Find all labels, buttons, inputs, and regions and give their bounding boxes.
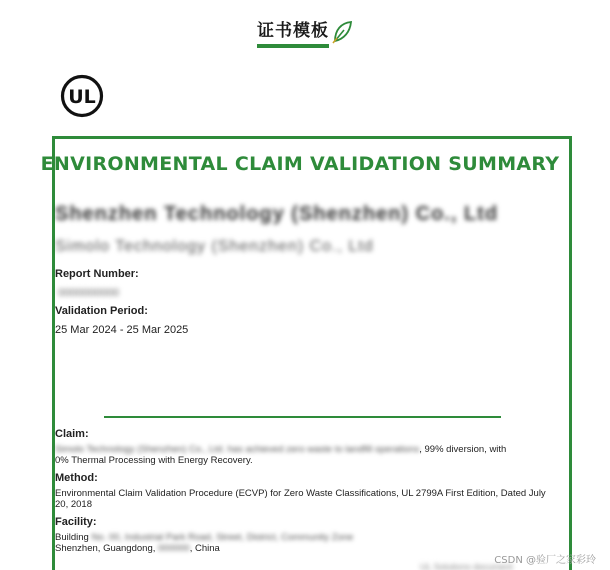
section-divider (104, 416, 501, 418)
report-number-blurred: 0000000000 (58, 287, 120, 299)
facility-line2-start: Shenzhen, Guangdong, (55, 543, 156, 554)
template-heading-text: 证书模板 (257, 16, 329, 48)
facility-label: Facility: (55, 516, 97, 528)
company-name-blurred: Shenzhen Technology (Shenzhen) Co., Ltd (55, 203, 499, 225)
company-name-en-blurred: Simolo Technology (Shenzhen) Co., Ltd (55, 238, 374, 255)
facility-line1-blurred: No. 00, Industrial Park Road, Street, District, Community Zone (91, 532, 354, 543)
facility-line1-start: Building (55, 532, 89, 543)
method-text: Environmental Claim Validation Procedure (ECVP) for Zero Waste Classifications, UL 2799A First Edition, Dated July 20, 2018 (55, 488, 546, 510)
claim-label: Claim: (55, 428, 89, 440)
csdn-watermark: CSDN @验厂之家彩玲 (494, 555, 596, 566)
leaf-icon (331, 20, 353, 44)
facility-text (55, 532, 555, 554)
method-label: Method: (55, 472, 98, 484)
bottom-blurred-fragment: UL Solutions document (420, 562, 513, 570)
validation-period-value: 25 Mar 2024 - 25 Mar 2025 (55, 324, 189, 336)
claim-text-line2: 0% Thermal Processing with Energy Recovery. (55, 455, 253, 466)
claim-text-blurred: Simolo Technology (Shenzhen) Co., Ltd. has achieved zero waste to landfill operations (55, 444, 420, 455)
facility-line2-blurred: 000000 (158, 543, 190, 554)
claim-text (55, 444, 555, 466)
facility-line2-end: , China (189, 543, 220, 554)
template-heading (0, 16, 610, 48)
certificate-title: ENVIRONMENTAL CLAIM VALIDATION SUMMARY (40, 153, 560, 175)
ul-logo-text: UL (68, 86, 96, 108)
report-number-label: Report Number: (55, 268, 139, 280)
ul-logo (60, 74, 104, 118)
validation-period-label: Validation Period: (55, 305, 148, 317)
claim-text-visible: , 99% diversion, with (419, 444, 507, 455)
